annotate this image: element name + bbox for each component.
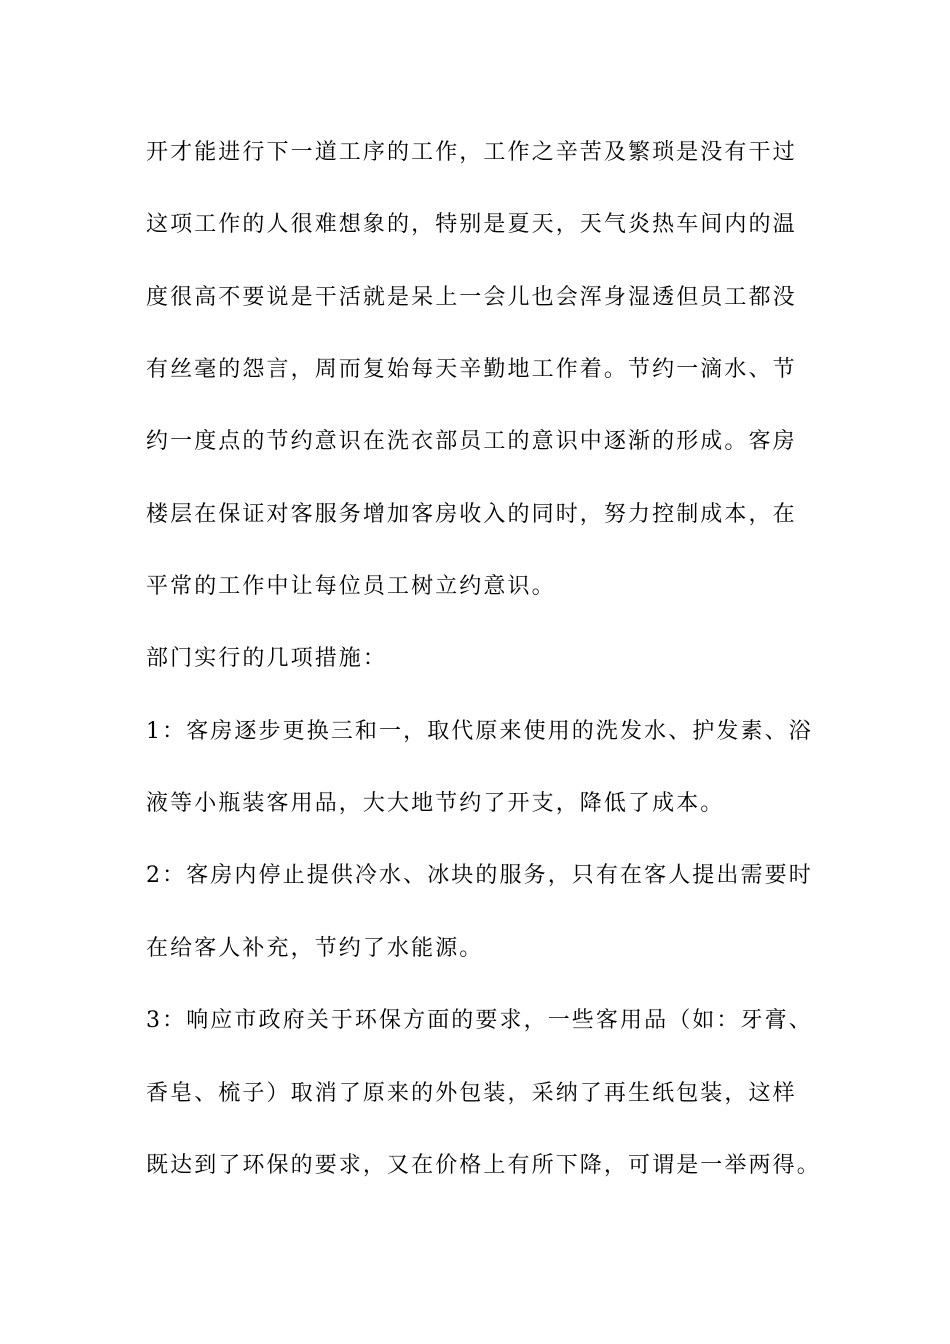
list-item-3-line: 3：响应市政府关于环保方面的要求，一些客用品（如：牙膏、 (146, 1008, 813, 1033)
text-line: 有丝毫的怨言，周而复始每天辛勤地工作着。节约一滴水、节 (146, 357, 797, 382)
text-line: 这项工作的人很难想象的，特别是夏天，天气炎热车间内的温 (146, 212, 797, 237)
list-item-3-line: 既达到了环保的要求，又在价格上有所下降，可谓是一举两得。 (146, 1153, 821, 1178)
text-line: 约一度点的节约意识在洗衣部员工的意识中逐渐的形成。客房 (146, 429, 797, 454)
list-item-3-line: 香皂、梳子）取消了原来的外包装，采纳了再生纸包装，这样 (146, 1081, 797, 1106)
list-item-2-line: 2：客房内停止提供冷水、冰块的服务，只有在客人提出需要时 (146, 863, 813, 888)
text-line: 楼层在保证对客服务增加客房收入的同时，努力控制成本，在 (146, 502, 797, 527)
text-line: 开才能进行下一道工序的工作，工作之辛苦及繁琐是没有干过 (146, 140, 797, 165)
list-item-1-line: 液等小瓶装客用品，大大地节约了开支，降低了成本。 (146, 791, 725, 816)
text-line: 部门实行的几项措施： (146, 646, 388, 671)
text-line: 平常的工作中让每位员工树立约意识。 (146, 574, 556, 599)
list-item-1-line: 1：客房逐步更换三和一，取代原来使用的洗发水、护发素、浴 (146, 719, 813, 744)
text-line: 度很高不要说是干活就是呆上一会儿也会浑身湿透但员工都没 (146, 285, 797, 310)
list-item-2-line: 在给客人补充，节约了水能源。 (146, 936, 484, 961)
